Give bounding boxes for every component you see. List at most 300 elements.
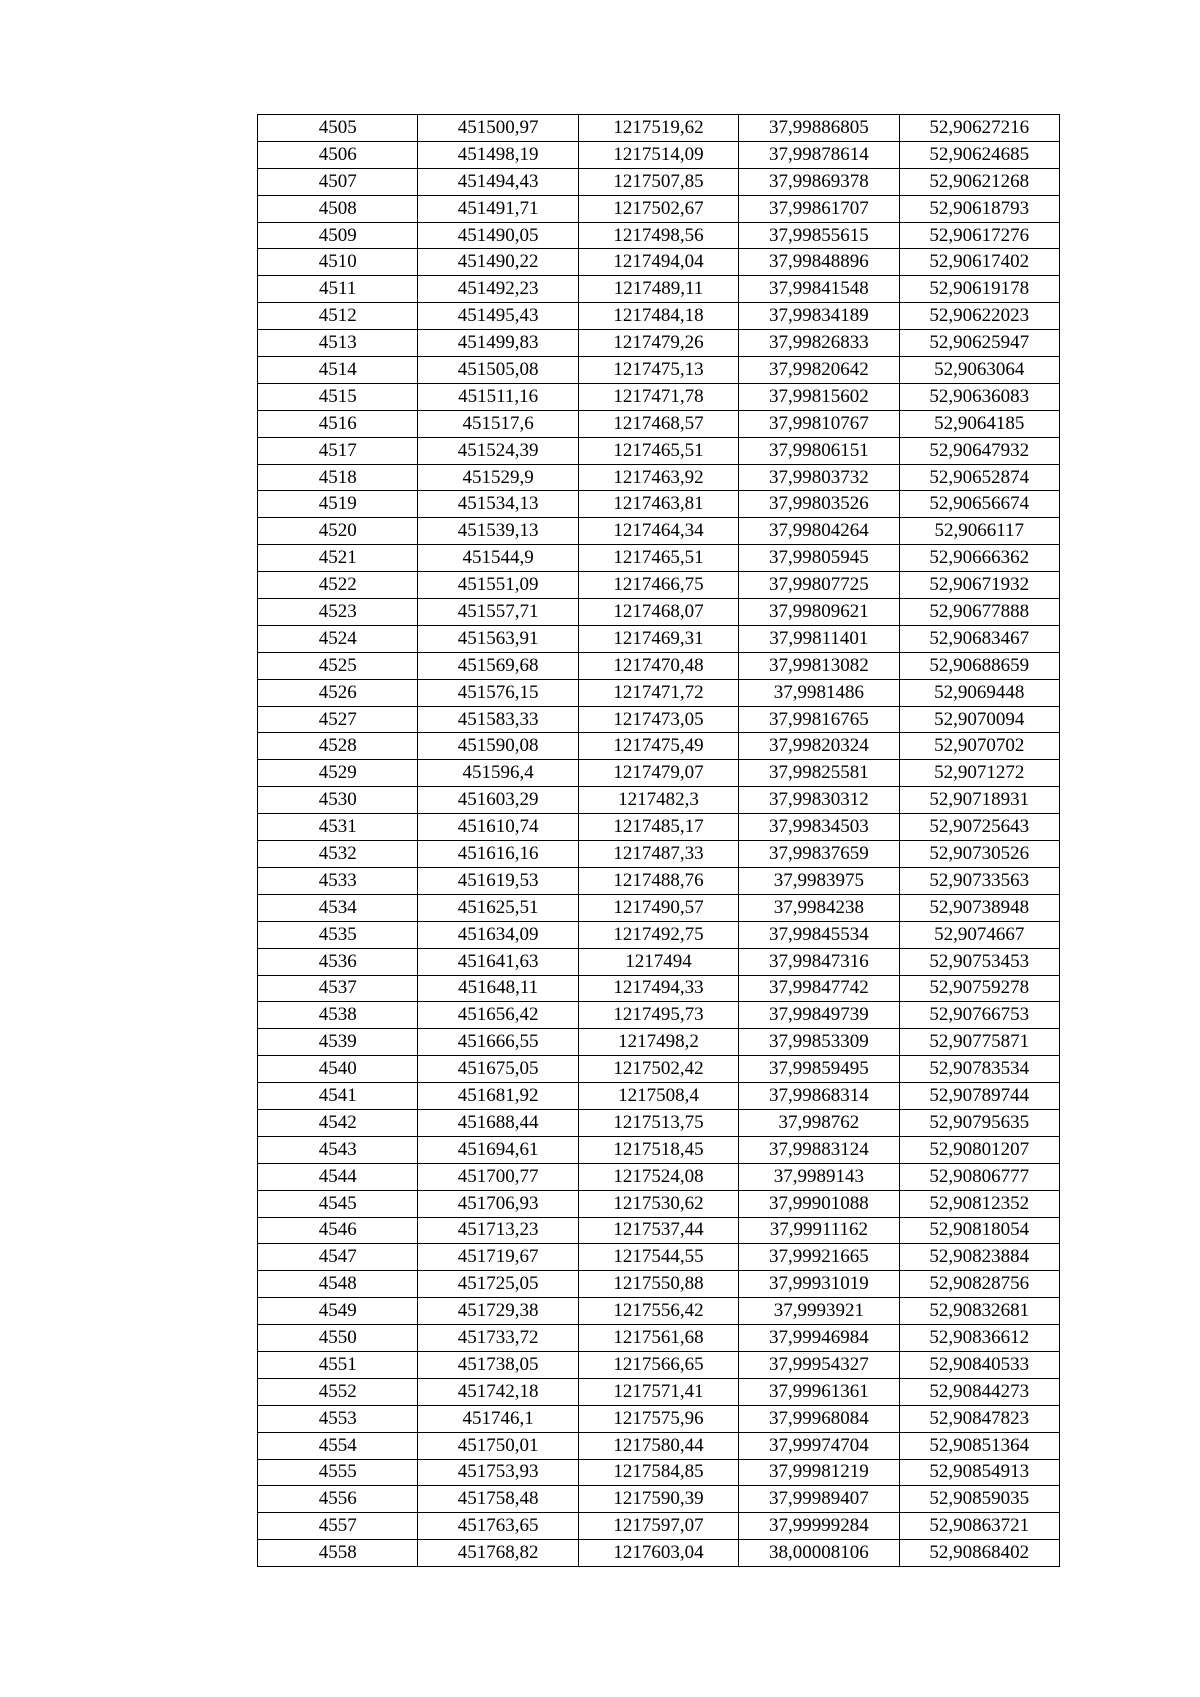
longitude-cell: 37,99813082 (739, 652, 899, 679)
point-number-cell: 4532 (258, 841, 418, 868)
x-coordinate-cell: 451505,08 (418, 357, 578, 384)
x-coordinate-cell: 451583,33 (418, 706, 578, 733)
longitude-cell: 37,99803732 (739, 464, 899, 491)
point-number-cell: 4505 (258, 115, 418, 142)
point-number-cell: 4531 (258, 814, 418, 841)
latitude-cell: 52,90783534 (899, 1056, 1059, 1083)
x-coordinate-cell: 451666,55 (418, 1029, 578, 1056)
latitude-cell: 52,9071272 (899, 760, 1059, 787)
point-number-cell: 4506 (258, 141, 418, 168)
y-coordinate-cell: 1217464,34 (578, 518, 738, 545)
x-coordinate-cell: 451719,67 (418, 1244, 578, 1271)
x-coordinate-cell: 451763,65 (418, 1513, 578, 1540)
longitude-cell: 37,99834503 (739, 814, 899, 841)
x-coordinate-cell: 451590,08 (418, 733, 578, 760)
x-coordinate-cell: 451619,53 (418, 867, 578, 894)
y-coordinate-cell: 1217471,72 (578, 679, 738, 706)
table-row (258, 168, 1060, 195)
x-coordinate-cell: 451569,68 (418, 652, 578, 679)
latitude-cell: 52,90753453 (899, 948, 1059, 975)
y-coordinate-cell: 1217468,07 (578, 599, 738, 626)
point-number-cell: 4552 (258, 1378, 418, 1405)
latitude-cell: 52,90851364 (899, 1432, 1059, 1459)
point-number-cell: 4544 (258, 1163, 418, 1190)
latitude-cell: 52,90844273 (899, 1378, 1059, 1405)
latitude-cell: 52,9063064 (899, 357, 1059, 384)
table-row (258, 249, 1060, 276)
coordinates-table-body (258, 115, 1060, 1567)
latitude-cell: 52,9069448 (899, 679, 1059, 706)
point-number-cell: 4534 (258, 894, 418, 921)
latitude-cell: 52,90832681 (899, 1298, 1059, 1325)
longitude-cell: 37,9989143 (739, 1163, 899, 1190)
y-coordinate-cell: 1217603,04 (578, 1540, 738, 1567)
x-coordinate-cell: 451524,39 (418, 437, 578, 464)
point-number-cell: 4529 (258, 760, 418, 787)
table-row (258, 599, 1060, 626)
longitude-cell: 37,99853309 (739, 1029, 899, 1056)
point-number-cell: 4510 (258, 249, 418, 276)
table-row (258, 383, 1060, 410)
table-row (258, 787, 1060, 814)
latitude-cell: 52,90636083 (899, 383, 1059, 410)
longitude-cell: 37,99954327 (739, 1351, 899, 1378)
longitude-cell: 37,99999284 (739, 1513, 899, 1540)
y-coordinate-cell: 1217469,31 (578, 625, 738, 652)
latitude-cell: 52,90806777 (899, 1163, 1059, 1190)
table-row (258, 1002, 1060, 1029)
x-coordinate-cell: 451494,43 (418, 168, 578, 195)
point-number-cell: 4514 (258, 357, 418, 384)
latitude-cell: 52,90730526 (899, 841, 1059, 868)
longitude-cell: 37,99847316 (739, 948, 899, 975)
x-coordinate-cell: 451563,91 (418, 625, 578, 652)
longitude-cell: 37,9984238 (739, 894, 899, 921)
latitude-cell: 52,90823884 (899, 1244, 1059, 1271)
table-row (258, 1056, 1060, 1083)
x-coordinate-cell: 451500,97 (418, 115, 578, 142)
longitude-cell: 37,9983975 (739, 867, 899, 894)
table-row (258, 330, 1060, 357)
y-coordinate-cell: 1217494,04 (578, 249, 738, 276)
y-coordinate-cell: 1217475,49 (578, 733, 738, 760)
y-coordinate-cell: 1217530,62 (578, 1190, 738, 1217)
longitude-cell: 37,99921665 (739, 1244, 899, 1271)
point-number-cell: 4512 (258, 303, 418, 330)
point-number-cell: 4555 (258, 1459, 418, 1486)
table-row (258, 1271, 1060, 1298)
y-coordinate-cell: 1217580,44 (578, 1432, 738, 1459)
table-row (258, 464, 1060, 491)
y-coordinate-cell: 1217519,62 (578, 115, 738, 142)
longitude-cell: 37,99981219 (739, 1459, 899, 1486)
table-row (258, 814, 1060, 841)
y-coordinate-cell: 1217584,85 (578, 1459, 738, 1486)
longitude-cell: 37,99811401 (739, 625, 899, 652)
y-coordinate-cell: 1217514,09 (578, 141, 738, 168)
table-row (258, 1405, 1060, 1432)
longitude-cell: 37,99911162 (739, 1217, 899, 1244)
y-coordinate-cell: 1217508,4 (578, 1083, 738, 1110)
x-coordinate-cell: 451616,16 (418, 841, 578, 868)
y-coordinate-cell: 1217490,57 (578, 894, 738, 921)
y-coordinate-cell: 1217473,05 (578, 706, 738, 733)
x-coordinate-cell: 451625,51 (418, 894, 578, 921)
table-row (258, 1378, 1060, 1405)
x-coordinate-cell: 451499,83 (418, 330, 578, 357)
point-number-cell: 4527 (258, 706, 418, 733)
y-coordinate-cell: 1217465,51 (578, 545, 738, 572)
latitude-cell: 52,90625947 (899, 330, 1059, 357)
y-coordinate-cell: 1217463,92 (578, 464, 738, 491)
y-coordinate-cell: 1217590,39 (578, 1486, 738, 1513)
x-coordinate-cell: 451738,05 (418, 1351, 578, 1378)
point-number-cell: 4509 (258, 222, 418, 249)
latitude-cell: 52,90627216 (899, 115, 1059, 142)
point-number-cell: 4515 (258, 383, 418, 410)
point-number-cell: 4533 (258, 867, 418, 894)
y-coordinate-cell: 1217498,56 (578, 222, 738, 249)
y-coordinate-cell: 1217487,33 (578, 841, 738, 868)
y-coordinate-cell: 1217524,08 (578, 1163, 738, 1190)
y-coordinate-cell: 1217544,55 (578, 1244, 738, 1271)
coordinates-table (257, 114, 1060, 1567)
point-number-cell: 4535 (258, 921, 418, 948)
longitude-cell: 37,99869378 (739, 168, 899, 195)
x-coordinate-cell: 451511,16 (418, 383, 578, 410)
longitude-cell: 37,99803526 (739, 491, 899, 518)
point-number-cell: 4530 (258, 787, 418, 814)
table-row (258, 1029, 1060, 1056)
x-coordinate-cell: 451688,44 (418, 1109, 578, 1136)
y-coordinate-cell: 1217597,07 (578, 1513, 738, 1540)
table-row (258, 1298, 1060, 1325)
longitude-cell: 37,99820642 (739, 357, 899, 384)
longitude-cell: 37,99816765 (739, 706, 899, 733)
latitude-cell: 52,90775871 (899, 1029, 1059, 1056)
table-row (258, 491, 1060, 518)
table-row (258, 1136, 1060, 1163)
longitude-cell: 37,99878614 (739, 141, 899, 168)
y-coordinate-cell: 1217502,42 (578, 1056, 738, 1083)
y-coordinate-cell: 1217571,41 (578, 1378, 738, 1405)
latitude-cell: 52,90618793 (899, 195, 1059, 222)
longitude-cell: 37,998762 (739, 1109, 899, 1136)
point-number-cell: 4554 (258, 1432, 418, 1459)
latitude-cell: 52,90789744 (899, 1083, 1059, 1110)
latitude-cell: 52,9074667 (899, 921, 1059, 948)
point-number-cell: 4528 (258, 733, 418, 760)
longitude-cell: 37,99883124 (739, 1136, 899, 1163)
table-row (258, 1351, 1060, 1378)
x-coordinate-cell: 451694,61 (418, 1136, 578, 1163)
x-coordinate-cell: 451495,43 (418, 303, 578, 330)
point-number-cell: 4557 (258, 1513, 418, 1540)
table-row (258, 841, 1060, 868)
latitude-cell: 52,90818054 (899, 1217, 1059, 1244)
y-coordinate-cell: 1217482,3 (578, 787, 738, 814)
table-row (258, 760, 1060, 787)
x-coordinate-cell: 451706,93 (418, 1190, 578, 1217)
longitude-cell: 37,99834189 (739, 303, 899, 330)
point-number-cell: 4516 (258, 410, 418, 437)
point-number-cell: 4553 (258, 1405, 418, 1432)
point-number-cell: 4541 (258, 1083, 418, 1110)
table-row (258, 733, 1060, 760)
x-coordinate-cell: 451529,9 (418, 464, 578, 491)
table-row (258, 625, 1060, 652)
y-coordinate-cell: 1217465,51 (578, 437, 738, 464)
latitude-cell: 52,90624685 (899, 141, 1059, 168)
y-coordinate-cell: 1217566,65 (578, 1351, 738, 1378)
latitude-cell: 52,90836612 (899, 1325, 1059, 1352)
table-row (258, 1190, 1060, 1217)
longitude-cell: 37,99810767 (739, 410, 899, 437)
table-row (258, 1432, 1060, 1459)
x-coordinate-cell: 451648,11 (418, 975, 578, 1002)
latitude-cell: 52,9070094 (899, 706, 1059, 733)
longitude-cell: 37,99848896 (739, 249, 899, 276)
x-coordinate-cell: 451656,42 (418, 1002, 578, 1029)
x-coordinate-cell: 451758,48 (418, 1486, 578, 1513)
longitude-cell: 37,99968084 (739, 1405, 899, 1432)
table-row (258, 303, 1060, 330)
table-row (258, 572, 1060, 599)
x-coordinate-cell: 451641,63 (418, 948, 578, 975)
longitude-cell: 37,99837659 (739, 841, 899, 868)
y-coordinate-cell: 1217479,07 (578, 760, 738, 787)
y-coordinate-cell: 1217489,11 (578, 276, 738, 303)
point-number-cell: 4517 (258, 437, 418, 464)
point-number-cell: 4549 (258, 1298, 418, 1325)
point-number-cell: 4538 (258, 1002, 418, 1029)
latitude-cell: 52,90812352 (899, 1190, 1059, 1217)
table-row (258, 1513, 1060, 1540)
longitude-cell: 37,99989407 (739, 1486, 899, 1513)
longitude-cell: 37,99845534 (739, 921, 899, 948)
x-coordinate-cell: 451534,13 (418, 491, 578, 518)
point-number-cell: 4540 (258, 1056, 418, 1083)
latitude-cell: 52,90828756 (899, 1271, 1059, 1298)
y-coordinate-cell: 1217466,75 (578, 572, 738, 599)
latitude-cell: 52,90656674 (899, 491, 1059, 518)
point-number-cell: 4547 (258, 1244, 418, 1271)
x-coordinate-cell: 451713,23 (418, 1217, 578, 1244)
y-coordinate-cell: 1217556,42 (578, 1298, 738, 1325)
latitude-cell: 52,90795635 (899, 1109, 1059, 1136)
point-number-cell: 4526 (258, 679, 418, 706)
x-coordinate-cell: 451490,05 (418, 222, 578, 249)
latitude-cell: 52,90652874 (899, 464, 1059, 491)
x-coordinate-cell: 451729,38 (418, 1298, 578, 1325)
point-number-cell: 4518 (258, 464, 418, 491)
x-coordinate-cell: 451634,09 (418, 921, 578, 948)
latitude-cell: 52,90677888 (899, 599, 1059, 626)
table-row (258, 706, 1060, 733)
point-number-cell: 4536 (258, 948, 418, 975)
longitude-cell: 37,99849739 (739, 1002, 899, 1029)
x-coordinate-cell: 451557,71 (418, 599, 578, 626)
x-coordinate-cell: 451768,82 (418, 1540, 578, 1567)
x-coordinate-cell: 451596,4 (418, 760, 578, 787)
point-number-cell: 4558 (258, 1540, 418, 1567)
y-coordinate-cell: 1217502,67 (578, 195, 738, 222)
x-coordinate-cell: 451544,9 (418, 545, 578, 572)
longitude-cell: 37,9993921 (739, 1298, 899, 1325)
latitude-cell: 52,90688659 (899, 652, 1059, 679)
longitude-cell: 37,99961361 (739, 1378, 899, 1405)
y-coordinate-cell: 1217575,96 (578, 1405, 738, 1432)
y-coordinate-cell: 1217561,68 (578, 1325, 738, 1352)
point-number-cell: 4551 (258, 1351, 418, 1378)
longitude-cell: 37,99830312 (739, 787, 899, 814)
y-coordinate-cell: 1217550,88 (578, 1271, 738, 1298)
point-number-cell: 4537 (258, 975, 418, 1002)
latitude-cell: 52,90718931 (899, 787, 1059, 814)
longitude-cell: 37,99809621 (739, 599, 899, 626)
table-row (258, 1244, 1060, 1271)
longitude-cell: 37,99807725 (739, 572, 899, 599)
point-number-cell: 4550 (258, 1325, 418, 1352)
latitude-cell: 52,9066117 (899, 518, 1059, 545)
x-coordinate-cell: 451539,13 (418, 518, 578, 545)
latitude-cell: 52,90847823 (899, 1405, 1059, 1432)
longitude-cell: 37,99855615 (739, 222, 899, 249)
table-row (258, 357, 1060, 384)
y-coordinate-cell: 1217494 (578, 948, 738, 975)
table-row (258, 410, 1060, 437)
y-coordinate-cell: 1217475,13 (578, 357, 738, 384)
x-coordinate-cell: 451700,77 (418, 1163, 578, 1190)
latitude-cell: 52,90863721 (899, 1513, 1059, 1540)
table-row (258, 921, 1060, 948)
latitude-cell: 52,90868402 (899, 1540, 1059, 1567)
x-coordinate-cell: 451753,93 (418, 1459, 578, 1486)
x-coordinate-cell: 451742,18 (418, 1378, 578, 1405)
latitude-cell: 52,90738948 (899, 894, 1059, 921)
y-coordinate-cell: 1217488,76 (578, 867, 738, 894)
point-number-cell: 4519 (258, 491, 418, 518)
longitude-cell: 37,99806151 (739, 437, 899, 464)
longitude-cell: 37,99859495 (739, 1056, 899, 1083)
longitude-cell: 37,99847742 (739, 975, 899, 1002)
point-number-cell: 4546 (258, 1217, 418, 1244)
table-row (258, 867, 1060, 894)
latitude-cell: 52,90733563 (899, 867, 1059, 894)
point-number-cell: 4542 (258, 1109, 418, 1136)
latitude-cell: 52,90617276 (899, 222, 1059, 249)
table-row (258, 1486, 1060, 1513)
longitude-cell: 37,99868314 (739, 1083, 899, 1110)
x-coordinate-cell: 451490,22 (418, 249, 578, 276)
y-coordinate-cell: 1217463,81 (578, 491, 738, 518)
latitude-cell: 52,90840533 (899, 1351, 1059, 1378)
y-coordinate-cell: 1217468,57 (578, 410, 738, 437)
point-number-cell: 4511 (258, 276, 418, 303)
latitude-cell: 52,90759278 (899, 975, 1059, 1002)
x-coordinate-cell: 451492,23 (418, 276, 578, 303)
longitude-cell: 37,99825581 (739, 760, 899, 787)
longitude-cell: 37,99946984 (739, 1325, 899, 1352)
latitude-cell: 52,90766753 (899, 1002, 1059, 1029)
table-row (258, 518, 1060, 545)
latitude-cell: 52,90666362 (899, 545, 1059, 572)
table-row (258, 1217, 1060, 1244)
longitude-cell: 37,99820324 (739, 733, 899, 760)
point-number-cell: 4520 (258, 518, 418, 545)
x-coordinate-cell: 451498,19 (418, 141, 578, 168)
table-row (258, 679, 1060, 706)
longitude-cell: 37,99931019 (739, 1271, 899, 1298)
table-row (258, 975, 1060, 1002)
latitude-cell: 52,90621268 (899, 168, 1059, 195)
latitude-cell: 52,90683467 (899, 625, 1059, 652)
table-row (258, 1163, 1060, 1190)
latitude-cell: 52,90725643 (899, 814, 1059, 841)
point-number-cell: 4545 (258, 1190, 418, 1217)
longitude-cell: 37,99886805 (739, 115, 899, 142)
latitude-cell: 52,90854913 (899, 1459, 1059, 1486)
longitude-cell: 38,00008106 (739, 1540, 899, 1567)
table-row (258, 1459, 1060, 1486)
point-number-cell: 4539 (258, 1029, 418, 1056)
longitude-cell: 37,99826833 (739, 330, 899, 357)
y-coordinate-cell: 1217513,75 (578, 1109, 738, 1136)
longitude-cell: 37,99841548 (739, 276, 899, 303)
table-row (258, 1083, 1060, 1110)
table-row (258, 545, 1060, 572)
point-number-cell: 4522 (258, 572, 418, 599)
y-coordinate-cell: 1217484,18 (578, 303, 738, 330)
latitude-cell: 52,90801207 (899, 1136, 1059, 1163)
point-number-cell: 4513 (258, 330, 418, 357)
latitude-cell: 52,90622023 (899, 303, 1059, 330)
longitude-cell: 37,99815602 (739, 383, 899, 410)
table-row (258, 1325, 1060, 1352)
x-coordinate-cell: 451517,6 (418, 410, 578, 437)
table-row (258, 1109, 1060, 1136)
y-coordinate-cell: 1217485,17 (578, 814, 738, 841)
table-row (258, 141, 1060, 168)
longitude-cell: 37,9981486 (739, 679, 899, 706)
table-row (258, 948, 1060, 975)
x-coordinate-cell: 451576,15 (418, 679, 578, 706)
table-row (258, 437, 1060, 464)
point-number-cell: 4507 (258, 168, 418, 195)
y-coordinate-cell: 1217495,73 (578, 1002, 738, 1029)
point-number-cell: 4548 (258, 1271, 418, 1298)
x-coordinate-cell: 451750,01 (418, 1432, 578, 1459)
y-coordinate-cell: 1217494,33 (578, 975, 738, 1002)
point-number-cell: 4508 (258, 195, 418, 222)
longitude-cell: 37,99805945 (739, 545, 899, 572)
longitude-cell: 37,99861707 (739, 195, 899, 222)
y-coordinate-cell: 1217518,45 (578, 1136, 738, 1163)
latitude-cell: 52,90617402 (899, 249, 1059, 276)
table-row (258, 222, 1060, 249)
latitude-cell: 52,9070702 (899, 733, 1059, 760)
x-coordinate-cell: 451603,29 (418, 787, 578, 814)
y-coordinate-cell: 1217537,44 (578, 1217, 738, 1244)
x-coordinate-cell: 451551,09 (418, 572, 578, 599)
table-row (258, 115, 1060, 142)
table-row (258, 1540, 1060, 1567)
y-coordinate-cell: 1217470,48 (578, 652, 738, 679)
point-number-cell: 4523 (258, 599, 418, 626)
point-number-cell: 4556 (258, 1486, 418, 1513)
table-row (258, 276, 1060, 303)
table-row (258, 195, 1060, 222)
